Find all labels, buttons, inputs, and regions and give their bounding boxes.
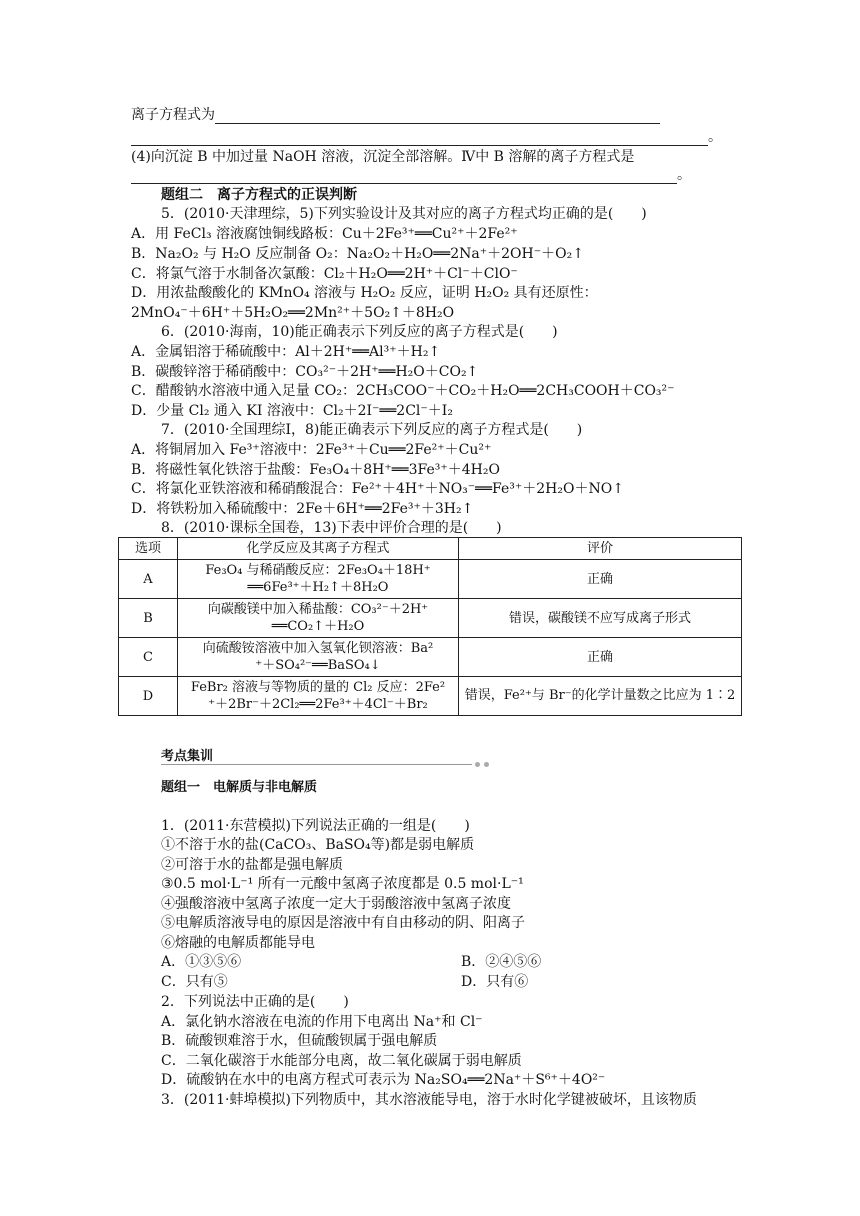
question-4-answer-line: 。 bbox=[131, 166, 691, 184]
table-row bbox=[119, 599, 742, 638]
row-option: D bbox=[119, 677, 178, 716]
question-8: 8．(2010·课标全国卷，13)下表中评价合理的是( ) bbox=[161, 520, 502, 536]
q7-option-a: A．将铜屑加入 Fe³⁺溶液中：2Fe³⁺＋Cu══2Fe²⁺＋Cu²⁺ bbox=[131, 442, 492, 458]
q5-option-d: D．用浓盐酸酸化的 KMnO₄ 溶液与 H₂O₂ 反应，证明 H₂O₂ 具有还原性： bbox=[131, 285, 598, 301]
q2-option-b: B．硫酸钡难溶于水，但硫酸钡属于强电解质 bbox=[161, 1033, 438, 1049]
q2-option-a: A．氯化钠水溶液在电流的作用下电离出 Na⁺和 Cl⁻ bbox=[161, 1014, 483, 1030]
statement-2: ②可溶于水的盐都是强电解质 bbox=[161, 857, 343, 873]
header-option: 选项 bbox=[119, 538, 178, 560]
question-5: 5．(2010·天津理综，5)下列实验设计及其对应的离子方程式均正确的是( ) bbox=[161, 206, 647, 222]
ion-equation-line-1: 离子方程式为 bbox=[131, 106, 660, 124]
statement-3: ③0.5 mol·L⁻¹ 所有一元酸中氢离子浓度都是 0.5 mol·L⁻¹ bbox=[161, 876, 524, 892]
row-option: C bbox=[119, 638, 178, 677]
row-reaction: 向硫酸铵溶液中加入氢氧化钡溶液：Ba² ⁺＋SO₄²⁻══BaSO₄↓ bbox=[178, 638, 459, 677]
q1-option-a: A．①③⑤⑥ bbox=[161, 954, 242, 970]
q6-option-d: D．少量 Cl₂ 通入 KI 溶液中：Cl₂＋2I⁻══2Cl⁻＋I₂ bbox=[131, 403, 453, 419]
section-title: 考点集训 bbox=[161, 749, 214, 764]
statement-4: ④强酸溶液中氢离子浓度一定大于弱酸溶液中氢离子浓度 bbox=[161, 896, 511, 912]
table-row bbox=[119, 560, 742, 599]
q2-option-d: D．硫酸钠在水中的电离方程式可表示为 Na₂SO₄══2Na⁺＋S⁶⁺＋4O²⁻ bbox=[161, 1072, 606, 1088]
row-evaluation: 正确 bbox=[459, 560, 742, 599]
q5-option-c: C．将氯气溶于水制备次氯酸：Cl₂＋H₂O══2H⁺＋Cl⁻＋ClO⁻ bbox=[131, 266, 518, 282]
divider-dot-icon bbox=[475, 762, 480, 767]
row-reaction: FeBr₂ 溶液与等物质的量的 Cl₂ 反应：2Fe² ⁺＋2Br⁻＋2Cl₂══2Fe³⁺＋4Cl⁻＋Br₂ bbox=[178, 677, 459, 716]
q5-option-d-equation: 2MnO₄⁻＋6H⁺＋5H₂O₂══2Mn²⁺＋5O₂↑＋8H₂O bbox=[131, 305, 455, 321]
q6-option-a: A．金属铝溶于稀硫酸中：Al＋2H⁺══Al³⁺＋H₂↑ bbox=[131, 344, 441, 360]
row-reaction: 向碳酸镁中加入稀盐酸：CO₃²⁻＋2H⁺ ══CO₂↑＋H₂O bbox=[178, 599, 459, 638]
divider-dot-icon bbox=[484, 762, 489, 767]
q2-option-c: C．二氧化碳溶于水能部分电离，故二氧化碳属于弱电解质 bbox=[161, 1053, 522, 1069]
question-2: 2．下列说法中正确的是( ) bbox=[161, 994, 349, 1010]
section-divider bbox=[161, 764, 472, 765]
table-header-row bbox=[119, 538, 742, 560]
statement-6: ⑥熔融的电解质都能导电 bbox=[161, 935, 315, 951]
q6-option-c: C．醋酸钠水溶液中通入足量 CO₂：2CH₃COO⁻＋CO₂＋H₂O══2CH₃COOH＋CO₃²⁻ bbox=[131, 383, 675, 399]
answer-blank[interactable] bbox=[215, 109, 660, 124]
statement-5: ⑤电解质溶液导电的原因是溶液中有自由移动的阴、阳离子 bbox=[161, 915, 525, 931]
question-6: 6．(2010·海南，10)能正确表示下列反应的离子方程式是( ) bbox=[161, 324, 558, 340]
row-reaction: Fe₃O₄ 与稀硝酸反应：2Fe₃O₄＋18H⁺ ══6Fe³⁺＋H₂↑＋8H₂O bbox=[178, 560, 459, 599]
header-reaction: 化学反应及其离子方程式 bbox=[178, 538, 459, 560]
table-row bbox=[119, 677, 742, 716]
row-evaluation: 错误，Fe²⁺与 Br⁻的化学计量数之比应为 1∶2 bbox=[459, 677, 742, 716]
q7-option-d: D．将铁粉加入稀硫酸中：2Fe＋6H⁺══2Fe³⁺＋3H₂↑ bbox=[131, 501, 474, 517]
q1-option-d: D．只有⑥ bbox=[461, 974, 529, 990]
q5-option-b: B．Na₂O₂ 与 H₂O 反应制备 O₂：Na₂O₂＋H₂O══2Na⁺＋2OH⁻＋O₂↑ bbox=[131, 246, 584, 262]
q5-option-a: A．用 FeCl₃ 溶液腐蚀铜线路板：Cu＋2Fe³⁺══Cu²⁺＋2Fe²⁺ bbox=[131, 226, 518, 242]
ion-equation-line-2: 。 bbox=[131, 128, 722, 146]
group-2-heading: 题组二 离子方程式的正误判断 bbox=[161, 187, 357, 203]
row-evaluation: 错误，碳酸镁不应写成离子形式 bbox=[459, 599, 742, 638]
question-7: 7．(2010·全国理综Ⅰ，8)能正确表示下列反应的离子方程式是( ) bbox=[161, 422, 583, 438]
question-4-text: (4)向沉淀 B 中加过量 NaOH 溶液，沉淀全部溶解。Ⅳ中 B 溶解的离子方程式是 bbox=[131, 149, 635, 165]
q1-option-b: B．②④⑤⑥ bbox=[461, 954, 542, 970]
statement-1: ①不溶于水的盐(CaCO₃、BaSO₄等)都是弱电解质 bbox=[161, 837, 475, 853]
header-evaluation: 评价 bbox=[459, 538, 742, 560]
question-3: 3．(2011·蚌埠模拟)下列物质中，其水溶液能导电，溶于水时化学键被破坏，且该物质 bbox=[161, 1092, 697, 1108]
table-row bbox=[119, 638, 742, 677]
evaluation-table bbox=[118, 537, 742, 716]
q6-option-b: B．碳酸锌溶于稀硝酸中：CO₃²⁻＋2H⁺══H₂O＋CO₂↑ bbox=[131, 364, 479, 380]
row-evaluation: 正确 bbox=[459, 638, 742, 677]
q7-option-b: B．将磁性氧化铁溶于盐酸：Fe₃O₄＋8H⁺══3Fe³⁺＋4H₂O bbox=[131, 462, 500, 478]
question-1: 1．(2011·东营模拟)下列说法正确的一组是( ) bbox=[161, 818, 470, 834]
row-option: B bbox=[119, 599, 178, 638]
row-option: A bbox=[119, 560, 178, 599]
q1-option-c: C．只有⑤ bbox=[161, 974, 228, 990]
answer-blank[interactable] bbox=[131, 131, 708, 146]
answer-blank[interactable] bbox=[131, 169, 677, 184]
q7-option-c: C．将氯化亚铁溶液和稀硝酸混合：Fe²⁺＋4H⁺＋NO₃⁻══Fe³⁺＋2H₂O＋NO↑ bbox=[131, 481, 624, 497]
group-1-heading: 题组一 电解质与非电解质 bbox=[161, 780, 318, 795]
